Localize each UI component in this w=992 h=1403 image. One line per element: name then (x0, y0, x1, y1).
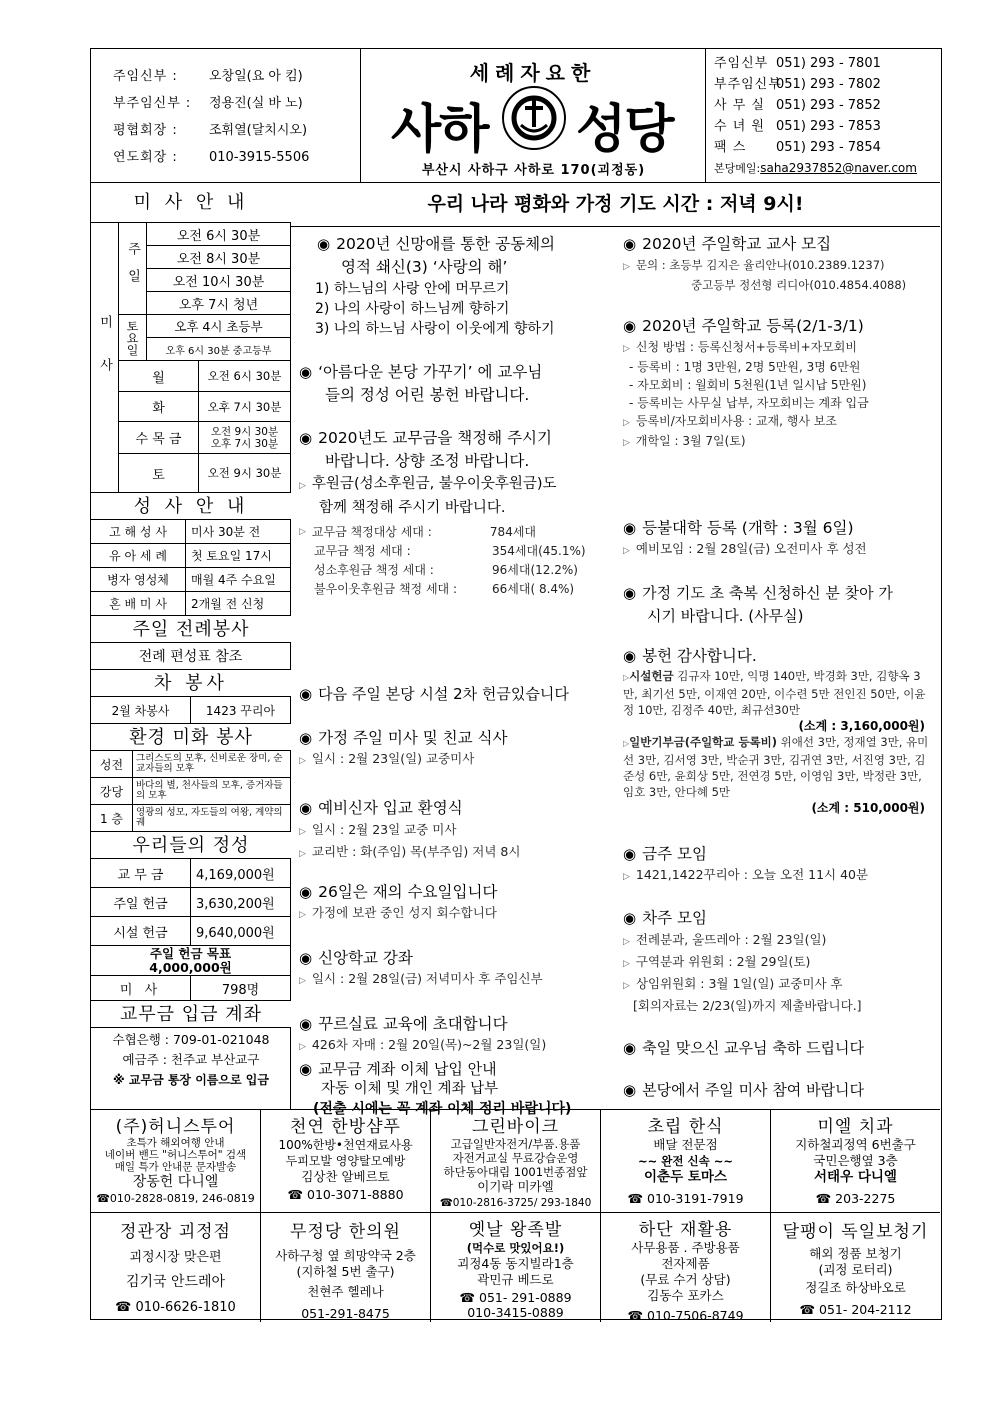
sacrament-value: 2개월 전 신청 (186, 592, 291, 616)
sunday-mass-time: 오후 7시 청년 (147, 292, 291, 315)
sacrament-name: 고 해 성 사 (91, 520, 186, 544)
mass-label: 미사 (91, 223, 119, 493)
clergy-row: 주임신부 : 오창일(요 아 킴) (113, 69, 303, 84)
triangle-icon: ▷ (623, 262, 630, 272)
bullet-icon: ◉ (317, 235, 331, 253)
sunday-mass-time: 오전 10시 30분 (147, 269, 291, 292)
car-service-label: 2월 차봉사 (91, 697, 191, 724)
weekday-mass-time: 오전 9시 30분 오후 7시 30분 (199, 422, 291, 454)
triangle-icon: ▷ (623, 438, 630, 448)
triangle-icon: ▷ (623, 418, 630, 428)
notice-item: ◉ 다음 주일 본당 시설 2차 헌금있습니다 (299, 685, 569, 703)
sacrament-name: 혼 배 미 사 (91, 592, 186, 616)
weekday-mass-time: 오전 9시 30분 (199, 454, 291, 493)
notice-item: ◉ 예비신자 입교 환영식 ▷ 일시 : 2월 23일 교중 미사 ▷ 교리반 : 화(주임) 목(부주임) 저녁 8시 (299, 799, 521, 859)
notice-item: ◉ 본당에서 주일 미사 참여 바랍니다 (623, 1081, 865, 1099)
notice-item: ◉ 2020년 주일학교 교사 모집 ▷ 문의 : 초등부 김지은 율리안나(010.2389.1237) 중고등부 정선형 리디아(010.4854.4088) (623, 235, 907, 292)
triangle-icon: ▷ (623, 673, 630, 682)
phone-icon: ☎ (96, 1192, 110, 1205)
sunday-mass-time: 오전 6시 30분 (147, 223, 291, 246)
clergy-row: 부주임신부 : 정용진(실 바 노) (113, 96, 303, 111)
ad-card: 그린바이크 고급일반자전거/부품.용품 자전거교실 무료강습운영 하단동아대림 1001번종점앞 이기락 미카엘 ☎010-2816-3725/ 293-1840 (431, 1110, 601, 1213)
offering-value: 9,640,000원 (191, 917, 291, 946)
notice-item: ◉ 신앙학교 강좌 ▷ 일시 : 2월 28일(금) 저녁미사 후 주임신부 (299, 949, 543, 986)
triangle-icon: ▷ (623, 981, 630, 991)
triangle-icon: ▷ (299, 910, 306, 920)
bullet-icon: ◉ (299, 1015, 313, 1033)
ad-card: 옛날 왕족발 (먹수로 맛있어요!) 괴정4동 동지빌라1층 곽민규 베드로 ☎ 051- 291-0889 010-3415-0889 (431, 1213, 601, 1322)
contact-row: 수 녀 원 051) 293 - 7853 (714, 119, 881, 134)
contact-row: 주임신부 051) 293 - 7801 (714, 56, 881, 71)
saturday-mass-time: 오후 6시 30분 중고등부 (147, 338, 291, 361)
masthead-title-left: 사하 (391, 100, 488, 160)
sacrament-value: 첫 토요일 17시 (186, 544, 291, 568)
phone-icon: ☎ (287, 1187, 308, 1202)
offering-name: 교 무 금 (91, 859, 191, 888)
sacrament-name: 유 아 세 례 (91, 544, 186, 568)
env-service-title: 환경 미화 봉사 (91, 724, 291, 751)
bullet-icon: ◉ (623, 235, 637, 253)
triangle-icon: ▷ (623, 937, 630, 947)
notice-item: ◉ 2020년 신망애를 통한 공동체의 영적 쇄신(3) ‘사랑의 해’ 1) 하느님의 사랑 안에 머무르기 2) 나의 사랑이 하느님께 향하기 3) 나의 하느님 사랑이 이웃에게 향하기 (315, 235, 556, 337)
notice-item: ◉ 축일 맞으신 교우님 축하 드립니다 (623, 1039, 865, 1057)
notice-item: ◉ 교무금 계좌 이체 납입 안내 자동 이체 및 개인 계좌 납부 (전출 시에는 꼭 계좌 이체 정리 바랍니다) (299, 1060, 572, 1117)
triangle-icon: ▷ (623, 546, 630, 556)
saturday-label: 토요일 (119, 315, 147, 361)
env-desc: 그리스도의 모후, 신비로운 장미, 순교자들의 모후 (133, 751, 291, 778)
car-service-title: 차 봉사 (91, 670, 291, 697)
sunday-mass-time: 오전 8시 30분 (147, 246, 291, 269)
email-link[interactable]: saha2937852@naver.com (760, 161, 917, 175)
bullet-icon: ◉ (299, 363, 313, 381)
masthead-subtitle: 세례자요한 (469, 61, 597, 85)
bullet-icon: ◉ (623, 1081, 637, 1099)
car-service-value: 1423 꾸리아 (191, 697, 291, 724)
offering-name: 시설 헌금 (91, 917, 191, 946)
offering-title: 우리들의 정성 (91, 832, 291, 859)
phone-icon: ☎ (627, 1308, 648, 1322)
phone-icon: ☎ (799, 1302, 819, 1317)
ad-card: 미엘 치과 지하철괴정역 6번출구 국민은행옆 3층 서태우 다니엘 ☎ 203-2275 (771, 1110, 940, 1213)
notice-item: ◉ 금주 모임 ▷ 1421,1422꾸리아 : 오늘 오전 11시 40분 (623, 845, 869, 882)
church-logo-icon (501, 85, 567, 151)
triangle-icon: ▷ (623, 872, 630, 882)
triangle-icon: ▷ (299, 481, 306, 491)
notice-item: ◉ 26일은 재의 수요일입니다 ▷ 가정에 보관 중인 성지 회수합니다 (299, 883, 498, 920)
offering-value: 4,169,000원 (191, 859, 291, 888)
triangle-icon: ▷ (299, 849, 306, 859)
phone-icon: ☎ (459, 1290, 479, 1305)
triangle-icon: ▷ (299, 1042, 306, 1052)
env-desc: 바다의 별, 천사들의 모후, 증거자들의 모후 (133, 778, 291, 805)
phone-icon: ☎ (439, 1197, 453, 1209)
env-desc: 영광의 성모, 자도들의 여왕, 계약의 궤 (133, 805, 291, 832)
bullet-icon: ◉ (299, 729, 313, 747)
notice-item: ◉ 가정 주일 미사 및 친교 식사 ▷ 일시 : 2월 23일(일) 교중미사 (299, 729, 508, 766)
mass-count-value: 798명 (191, 976, 291, 1001)
bullet-icon: ◉ (623, 909, 637, 927)
church-address: 부산시 사하구 사하로 170(괴정동) (421, 163, 646, 178)
triangle-icon: ▷ (299, 827, 306, 837)
masthead (361, 49, 706, 183)
phone-icon: ☎ (815, 1191, 836, 1206)
notice-item: ◉ 봉헌 감사합니다. ▷시설헌금 김규자 10만, 익명 140만, 박경화 3만, 김향옥 3만, 최기선 5만, 이재연 20만, 이수련 5만 전인진 50만, 이윤정 10만, 김정주 40만, 최규선30만 (소계 : 3,160,000원) ▷일반기부금(주일학교 등록비) 위애선 3만, 정재열 3만, 유미선 3만, 김서영 3만, 박순귀 3만, 김귀연 3만, 서진영 3만, 김준성 6만, 윤희상 5만, 전연경 5만, 이영임 3만, 박정란 3만, 임호 3만, 안다혜 5만 (소계 : 510,000원) (623, 647, 929, 815)
phone-icon: ☎ (115, 1300, 136, 1315)
bullet-icon: ◉ (299, 949, 313, 967)
account-title: 교무금 입금 계좌 (91, 1001, 291, 1028)
contact-info (706, 49, 940, 183)
triangle-icon: ▷ (623, 344, 630, 354)
notice-item: ◉ 가정 기도 초 축복 신청하신 분 찾아 가 시기 바랍니다. (사무실) (623, 584, 893, 625)
weekday-label: 수 목 금 (119, 422, 199, 454)
bullet-icon: ◉ (623, 519, 637, 537)
ad-card: 초립 한식 배달 전문점 ~~ 완전 신속 ~~ 이춘두 토마스 ☎ 010-3191-7919 (601, 1110, 771, 1213)
triangle-icon: ▷ (299, 756, 306, 766)
bullet-icon: ◉ (299, 799, 313, 817)
bullet-icon: ◉ (623, 647, 637, 665)
notice-item: ◉ 등불대학 등록 (개학 : 3월 6일) ▷ 예비모임 : 2월 28일(금) 오전미사 후 성전 (623, 519, 867, 556)
clergy-info (91, 49, 361, 183)
ad-card: 정관장 괴정점 괴정시장 맞은편 김기국 안드레아 ☎ 010-6626-1810 (91, 1213, 261, 1322)
bulletin-page (90, 48, 942, 1320)
mass-count-label: 미 사 (91, 976, 191, 1001)
env-place: 강당 (91, 778, 133, 805)
header (91, 49, 940, 183)
bullet-icon: ◉ (299, 1060, 313, 1078)
offering-value: 3,630,200원 (191, 888, 291, 917)
prayer-banner: 우리 나라 평화와 가정 기도 시간 : 저녁 9시! (291, 183, 940, 227)
liturgy-value: 전례 편성표 참조 (91, 643, 291, 670)
weekday-label: 화 (119, 392, 199, 422)
account-info: 수협은행 : 709-01-021048 예금주 : 천주교 부산교구 ※ 교무금 통장 이름으로 입금 (112, 1032, 270, 1087)
contact-row: 부주임신부051) 293 - 7802 (714, 77, 881, 92)
notice-item: ◉ 꾸르실료 교육에 초대합니다 ▷ 426차 자매 : 2월 20일(목)~2월 23일(일) (299, 1015, 547, 1052)
triangle-icon: ▷ (299, 527, 306, 537)
phone-icon: ☎ (627, 1191, 648, 1206)
sunday-label: 주일 (119, 223, 147, 315)
triangle-icon: ▷ (623, 959, 630, 969)
bullet-icon: ◉ (623, 845, 637, 863)
weekday-label: 월 (119, 361, 199, 392)
sacrament-title: 성 사 안 내 (91, 493, 291, 520)
notices-right (623, 227, 939, 1107)
masthead-title-right: 성당 (576, 100, 673, 160)
contact-row: 사 무 실 051) 293 - 7852 (714, 98, 881, 113)
left-sidebar (91, 183, 291, 1109)
bullet-icon: ◉ (299, 883, 313, 901)
bullet-icon: ◉ (623, 584, 637, 602)
notices-middle (299, 227, 619, 1107)
weekday-mass-time: 오전 6시 30분 (199, 361, 291, 392)
weekday-mass-time: 오후 7시 30분 (199, 392, 291, 422)
email-row: 본당메일:saha2937852@naver.com (714, 161, 917, 175)
sacrament-name: 병자 영성체 (91, 568, 186, 592)
saturday-mass-time: 오후 4시 초등부 (147, 315, 291, 338)
notice-item: ◉ 2020년 주일학교 등록(2/1-3/1) ▷ 신청 방법 : 등록신청서+등록비+자모회비 - 등록비 : 1명 3만원, 2명 5만원, 3명 6만원 - 자모회비 : 월회비 5천원(1년 일시납 5만원) - 등록비는 사무실 납부, 자모회비는 계좌 입금 ▷ 등록비/자모회비사용 : 교재, 행사 보조 ▷ 개학일 : 3월 7일(토) (623, 317, 869, 448)
weekday-label: 토 (119, 454, 199, 493)
notice-item: ◉ 2020년도 교무금을 책정해 주시기 바랍니다. 상향 조정 바랍니다. ▷ 후원금(성소후원금, 불우이웃후원금)도 함께 책정해 주시기 바랍니다. ▷ 교무금 책정대상 세대 : 784세대 교무금 책정 세대 : 354세대(45.1%) 성소후원금 책정 세대 : 96세대(12.2%) 불우이웃후원금 책정 세대 : 66세대( 8.4%) (299, 429, 586, 596)
triangle-icon: ▷ (299, 976, 306, 986)
notice-item: ◉ 차주 모임 ▷ 전례분과, 울뜨레아 : 2월 23일(일) ▷ 구역분과 위원회 : 2월 29일(토) ▷ 상임위원회 : 3월 1일(일) 교중미사 후 [회의자료는 2/23(일)까지 제출바랍니다.] (623, 909, 862, 1013)
ad-card: 달팽이 독일보청기 해외 정품 보청기 (괴정 로터리) 정길조 하상바오로 ☎ 051- 204-2112 (782, 1222, 929, 1317)
env-place: 성전 (91, 751, 133, 778)
ad-card: 천연 한방샴푸 100%한방•천연재료사용 두피모발 영양탈모예방 김상찬 알베르토 ☎ 010-3071-8880 (261, 1110, 431, 1213)
liturgy-title: 주일 전례봉사 (91, 616, 291, 643)
bullet-icon: ◉ (623, 317, 637, 335)
notice-item: ◉ ‘아름다운 본당 가꾸기’ 에 교우님 들의 정성 어린 봉헌 바랍니다. (299, 363, 543, 404)
ad-card: (주)허니스투어 초특가 해외여행 안내 네이버 밴드 "허니스투어" 검색 매일 특가 안내문 문자발송 장동헌 다니엘 ☎010-2828-0819, 246-0819 (91, 1110, 261, 1213)
clergy-row: 연도회장 : 010-3915-5506 (113, 150, 310, 165)
clergy-row: 평협회장 : 조휘열(달치시오) (113, 123, 308, 138)
contact-row: 팩 스 051) 293 - 7854 (714, 140, 881, 155)
ad-card: 무정당 한의원 사하구청 옆 희망약국 2층 (지하철 5번 출구) 천현주 헬레나 051-291-8475 (261, 1213, 431, 1322)
offering-name: 주일 헌금 (91, 888, 191, 917)
bullet-icon: ◉ (299, 685, 313, 703)
env-place: 1 층 (91, 805, 133, 832)
sacrament-value: 미사 30분 전 (186, 520, 291, 544)
bullet-icon: ◉ (623, 1039, 637, 1057)
sponsor-ads (91, 1109, 940, 1321)
ad-card: 하단 재활용 사무용품 . 주방용품 전자제품 (무료 수거 상담) 김동수 포카스 ☎ 010-7506-8749 (601, 1213, 771, 1322)
mass-schedule-title: 미 사 안 내 (91, 183, 291, 223)
offering-target: 주일 헌금 목표 4,000,000원 (91, 946, 291, 976)
sacrament-value: 매월 4주 수요일 (186, 568, 291, 592)
triangle-icon: ▷ (623, 739, 630, 748)
bullet-icon: ◉ (299, 429, 313, 447)
